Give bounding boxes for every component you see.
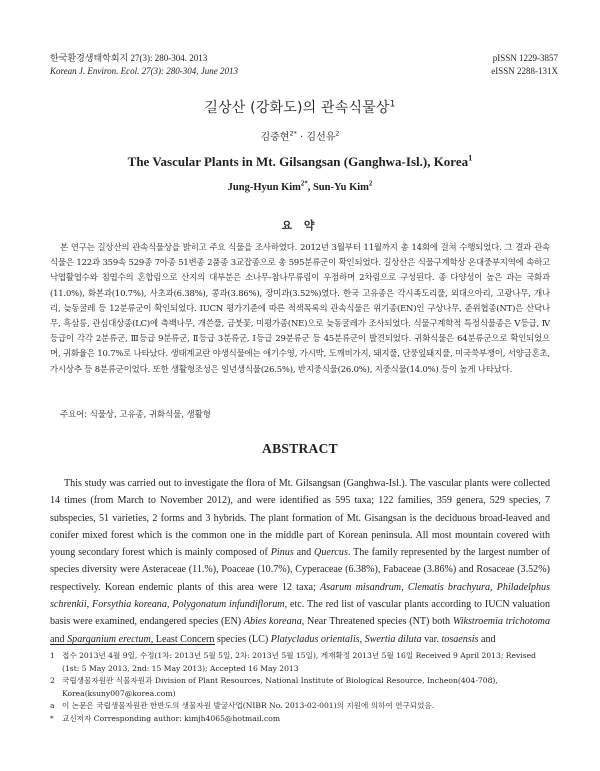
issn-block bbox=[491, 52, 558, 78]
authors-korean: 김중현$^{2*}$ · 김선유$^2$ bbox=[260, 129, 340, 143]
footnote-received: 1 접수 2013년 4월 9일, 수정(1차: 2013년 5월 5일, 2차: 2013년 5월 15일), 게재확정 2013년 5월 16일 Received 9 April 2013; Revised (1st: 5 May 2013, 2nd: 15 May 2013); Accepted 16 May 2013 bbox=[50, 651, 536, 673]
journal-header bbox=[50, 52, 238, 78]
footnote-funding: a 이 논문은 국립생물자원관 한반도의 생물자원 발굴사업(NIBR No. 2013-02-001)의 지원에 의하여 연구되었음. bbox=[50, 701, 435, 711]
summary-text: 본 연구는 길상산의 관속식물상을 밝히고 주요 식물을 조사하였다. 2012년 3월부터 11월까지 총 14회에 걸쳐 수행되었다. 그 결과 관속식물은 122과 359속 529종 7아종 51변종 2품종 3교잡종으로 총 595분류군이 확인되었다. 길상산은 식물구계학상 온대중부지역에 속하고 낙엽활엽수와 침엽수의 혼합림으로 산지의 대부분은 소나무-참나무류림이 우점하며 2차림으로 구성된다. 종 다양성이 높은 과는 국화과(11.0%), 화본과(10.7%), 사초과(6.38%), 콩과(3.86%), 장미과(3.52%)였다. 한국 고유종은 각시족도리풀, 외대으아리, 고광나무, 개나리, 늦동굴레 등 12분류군이 확인되었다. IUCN 평가기준에 따른 적색목록의 관속식물은 위기종(EN)인 구상나무, 준위협종(NT)은 산닥나무, 흑삼릉, 관심대상종(LC)에 측백나무, 개쓴풀, 금붓꽃, 미평가종(NE)으로 늦동굴레가 조사되었다. 식물구계학적 특정식물종은 Ⅴ등급, Ⅳ등급이 각각 2분류군, Ⅲ등급 9분류군, Ⅱ등급 3분류군, Ⅰ등급 29분류군 등 45분류군이 발견되었다. 귀화식물은 64분류군으로 확인되었으며, 귀화율은 10.7%로 나타났다. 생태계교란 야생식물에는 애기수영, 가시박, 도깨비가지, 돼지풀, 단풍잎돼지풀, 미국쑥부쟁이, 서양금혼초, 가시상추 등 8분류군이었다. 또한 생활형조성은 일년생식물(26.5%), 반지중식물(26.0%), 지중식물(14.0%) 등이 높게 나타났다. bbox=[50, 242, 550, 374]
title-english: The Vascular Plants in Mt. Gilsangsan (Ganghwa-Isl.), Korea$^1$ bbox=[127, 152, 473, 169]
title-korean: 길상산 (강화도)의 관속식물상$^1$ bbox=[204, 99, 396, 116]
journal-citation-ko: 한국환경생태학회지 27(3): 280-304. 2013 bbox=[50, 53, 208, 63]
pissn: pISSN 1229-3857 bbox=[492, 53, 558, 63]
abstract-heading: ABSTRACT bbox=[262, 441, 338, 456]
keywords-korean: 주요어: 식물상, 고유종, 귀화식물, 생활형 bbox=[60, 409, 211, 419]
footnote-affiliation: 2 국립생물자원관 식물자원과 Division of Plant Resources, National Institute of Biological Resource, Incheon(404-708), Korea(ksuny007@korea.com) bbox=[50, 676, 498, 698]
footnote-divider bbox=[50, 644, 215, 645]
eissn: eISSN 2288-131X bbox=[491, 66, 558, 76]
abstract-text: This study was carried out to investigate the flora of Mt. Gilsangsan (Ganghwa-Isl.). The vascular plants were collected 14 times (from March to November 2012), and were identified as 595 taxa; 122 families, 359 genera, 529 species, 7 subspecies, 51 varieties, 2 forms and 3 hybrids. The plant formation of Mt. Gisangsan is the deciduous broad-leaved and conifer mixed forest which is the common one in the middle part of Korean peninsula. All most mountain covered with young secondary forest which is mainly composed of Pinus and Quercus. The family represented by the largest number of species diversity were Asteraceae (11.%), Poaceae (10.7%), Cyperaceae (6.38%), Fabaceae (3.86%) and Rosaceae (3.52%) respectively. Korean endemic plants of this area were 12 taxa; Asarum misandrum, Clematis brachyura, Philadelphus schrenkii, Forsythia koreana, Polygonatum infundiflorum, etc. The red list of vascular plants according to IUCN valuation basis were examined, endangered species (EN) Abies koreana, Near Threatened species (NT) both Wikstroemia trichotoma and Sparganium erectum, Least Concern species (LC) Platycladus orientalis, Swertia diluta var. tosaensis and bbox=[50, 478, 551, 645]
footnotes bbox=[50, 650, 550, 726]
authors-english: Jung-Hyun Kim$^{2*}$, Sun-Yu Kim$^2$ bbox=[227, 180, 373, 193]
summary-heading: 요 약 bbox=[281, 219, 319, 232]
journal-citation-en: Korean J. Environ. Ecol. 27(3): 280-304, June 2013 bbox=[50, 66, 239, 76]
footnote-corresponding: * 교신저자 Corresponding author: kimjh4065@hotmail.com bbox=[50, 713, 281, 723]
